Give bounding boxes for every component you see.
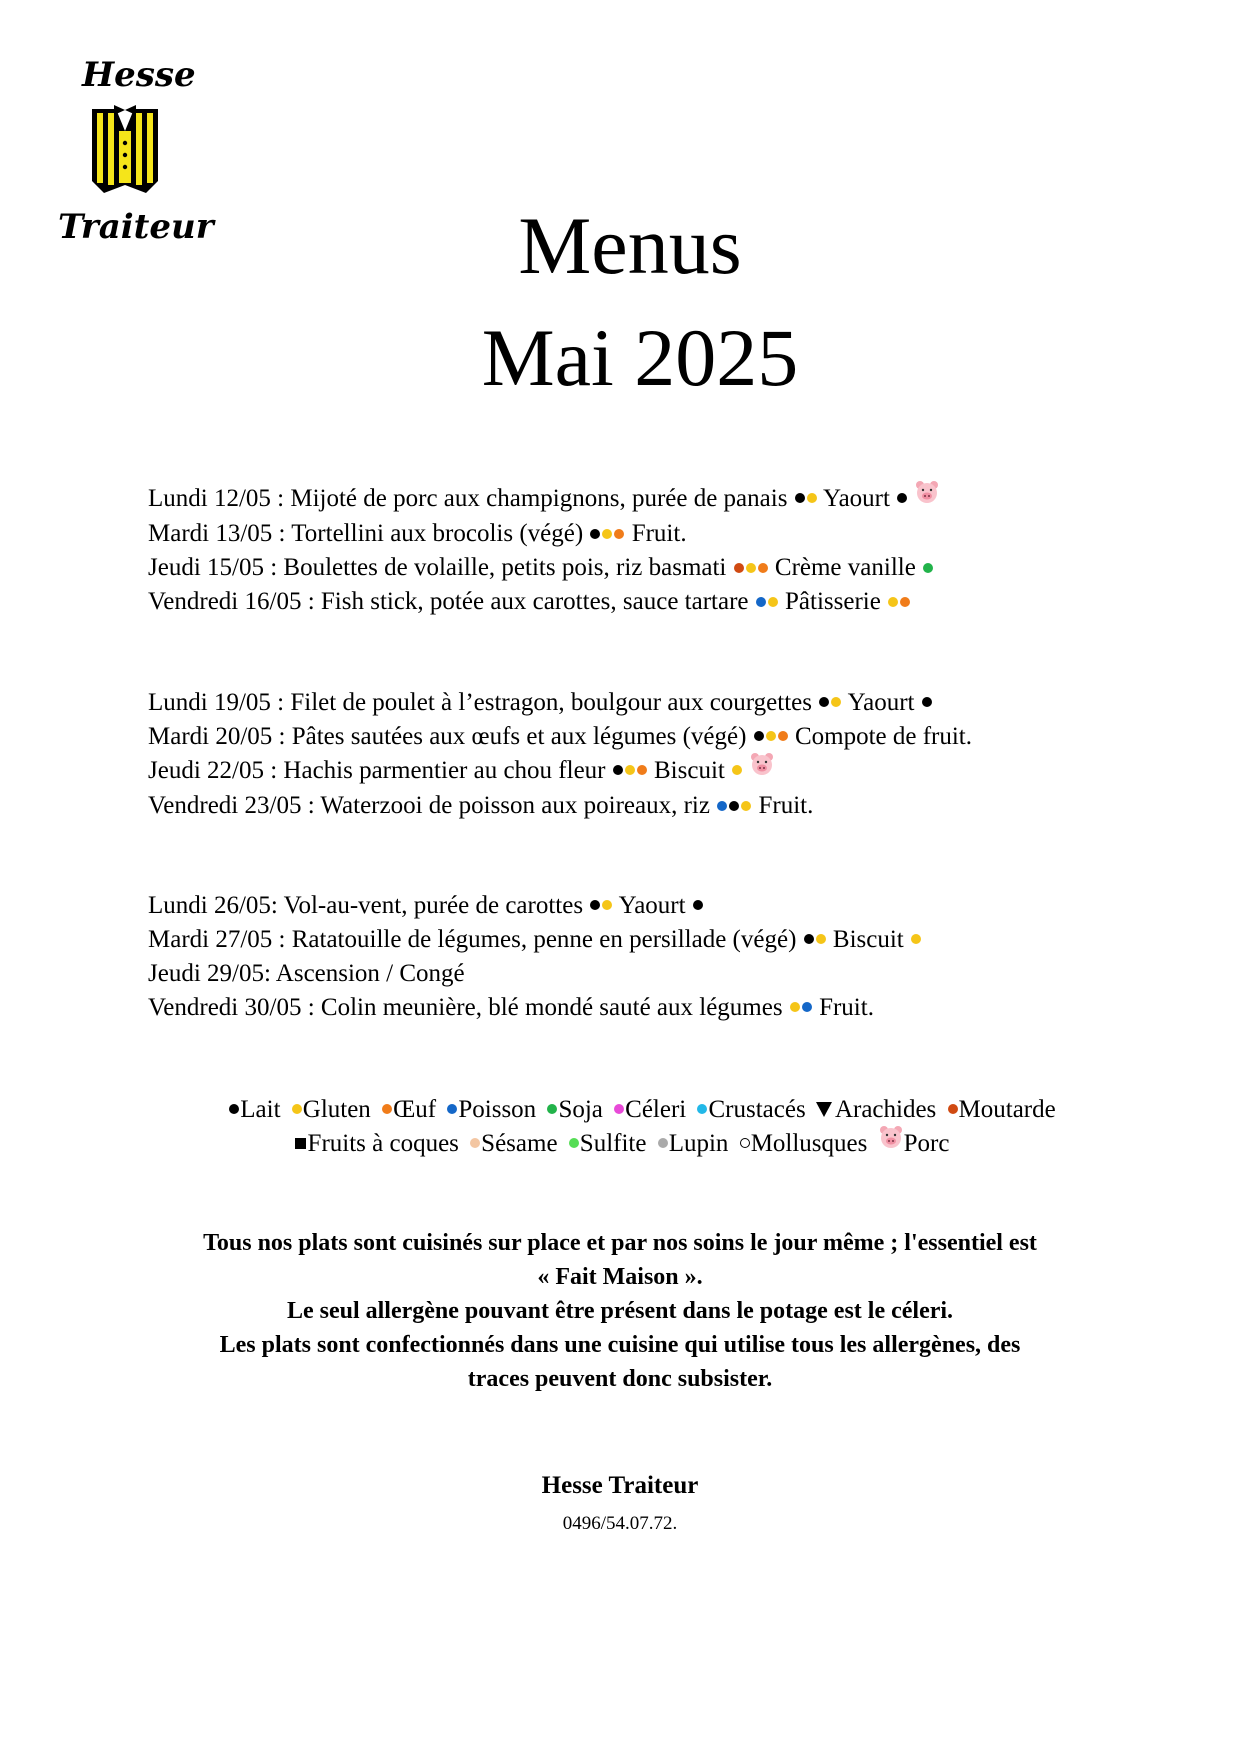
menu-day-dish: Jeudi 29/05: Ascension / Congé	[148, 960, 465, 987]
gluten-allergen-dot-icon	[766, 731, 776, 741]
allergen-legend-row-1	[22, 1093, 1240, 1127]
menu-day-dish: Mardi 13/05 : Tortellini aux brocolis (végé)	[148, 520, 584, 548]
legend-lupin: Lupin	[657, 1130, 729, 1157]
menu-day-dish: Mardi 27/05 : Ratatouille de légumes, penne en persillade (végé)	[148, 926, 797, 953]
menu-day-dessert: Pâtisserie	[785, 588, 881, 616]
menu-day-line	[148, 482, 1148, 517]
gluten-allergen-dot-icon	[746, 563, 756, 573]
moutarde-allergen-dot-icon	[734, 563, 744, 573]
menu-day-line	[148, 754, 1148, 789]
legend-fruits-coques: Fruits à coques	[295, 1130, 459, 1157]
menu-day-dish: Jeudi 15/05 : Boulettes de volaille, petits pois, riz basmati	[148, 554, 727, 582]
gluten-dot-icon	[292, 1104, 302, 1114]
lait-allergen-dot-icon	[795, 493, 805, 503]
gluten-allergen-dot-icon	[831, 697, 841, 707]
oeuf-allergen-dot-icon	[637, 765, 647, 775]
week-3	[148, 889, 1148, 1025]
menu-day-line	[148, 720, 1148, 754]
pig-icon	[914, 480, 940, 514]
mollusques-circle-icon	[740, 1138, 750, 1148]
menu-day-dish: Lundi 12/05 : Mijoté de porc aux champignons, purée de panais	[148, 485, 788, 512]
notice-line-2: « Fait Maison ».	[537, 1264, 703, 1290]
menu-day-line	[148, 789, 1148, 823]
gluten-allergen-dot-icon	[807, 493, 817, 503]
menu-day-dessert: Crème vanille	[774, 554, 916, 582]
gluten-allergen-dot-icon	[768, 597, 778, 607]
oeuf-allergen-dot-icon	[778, 731, 788, 741]
notice-line-1: Tous nos plats sont cuisinés sur place et par nos soins le jour même ; l'essentiel est	[203, 1230, 1037, 1256]
lait-allergen-dot-icon	[729, 801, 739, 811]
logo-text-top: Hesse	[82, 55, 196, 95]
legend-sulfite: Sulfite	[568, 1130, 647, 1157]
oeuf-allergen-dot-icon	[758, 563, 768, 573]
lait-allergen-dot-icon	[804, 934, 814, 944]
lupin-dot-icon	[658, 1138, 668, 1148]
menu-day-dessert: Biscuit	[654, 757, 725, 784]
legend-crustaces: Crustacés	[696, 1096, 805, 1123]
lait-allergen-dot-icon	[819, 697, 829, 707]
legend-gluten: Gluten	[291, 1096, 371, 1123]
menu-day-dish: Jeudi 22/05 : Hachis parmentier au chou fleur	[148, 757, 606, 784]
legend-lait: Lait	[228, 1096, 280, 1123]
lait-allergen-dot-icon	[897, 493, 907, 503]
legend-celeri: Céleri	[613, 1096, 686, 1123]
lait-allergen-dot-icon	[590, 529, 600, 539]
sesame-dot-icon	[470, 1138, 480, 1148]
company-name: Hesse Traiteur	[541, 1472, 699, 1499]
pig-icon	[749, 752, 775, 786]
menu-day-line	[148, 686, 1148, 720]
gluten-allergen-dot-icon	[732, 765, 742, 775]
menu-day-dish: Lundi 19/05 : Filet de poulet à l’estragon, boulgour aux courgettes	[148, 689, 812, 716]
legend-soja: Soja	[546, 1096, 602, 1123]
fruits-coques-square-icon	[295, 1138, 306, 1149]
menu-day-dish: Mardi 20/05 : Pâtes sautées aux œufs et aux légumes (végé)	[148, 723, 747, 750]
gluten-allergen-dot-icon	[888, 597, 898, 607]
menu-day-dessert: Fruit.	[819, 994, 874, 1021]
allergen-legend-row-2	[2, 1127, 1240, 1162]
gluten-allergen-dot-icon	[911, 934, 921, 944]
sulfite-dot-icon	[569, 1138, 579, 1148]
lait-allergen-dot-icon	[613, 765, 623, 775]
soja-allergen-dot-icon	[923, 563, 933, 573]
notice-line-4: Les plats sont confectionnés dans une cuisine qui utilise tous les allergènes, des	[219, 1332, 1021, 1358]
moutarde-dot-icon	[948, 1104, 958, 1114]
homemade-notice	[130, 1226, 1110, 1396]
lait-allergen-dot-icon	[754, 731, 764, 741]
menu-day-dessert: Fruit.	[631, 520, 687, 548]
waistcoat-icon	[86, 101, 164, 193]
menu-day-line	[148, 889, 1148, 923]
crustaces-dot-icon	[697, 1104, 707, 1114]
celeri-dot-icon	[614, 1104, 624, 1114]
lait-dot-icon	[229, 1104, 239, 1114]
oeuf-allergen-dot-icon	[614, 529, 624, 539]
legend-oeuf: Œuf	[381, 1096, 436, 1123]
gluten-allergen-dot-icon	[790, 1002, 800, 1012]
arachides-triangle-icon	[816, 1102, 832, 1117]
legend-mollusques: Mollusques	[739, 1130, 868, 1157]
oeuf-allergen-dot-icon	[900, 597, 910, 607]
menu-day-dish: Vendredi 23/05 : Waterzooi de poisson aux poireaux, riz	[148, 792, 710, 820]
notice-line-3: Le seul allergène pouvant être présent dans le potage est le céleri.	[286, 1298, 954, 1324]
gluten-allergen-dot-icon	[741, 801, 751, 811]
menu-day-dessert: Fruit.	[758, 792, 814, 820]
menu-day-dessert: Biscuit	[832, 926, 904, 953]
legend-arachides: Arachides	[816, 1096, 936, 1123]
poisson-allergen-dot-icon	[756, 597, 766, 607]
poisson-dot-icon	[447, 1104, 457, 1114]
menu-day-line	[148, 551, 1148, 585]
gluten-allergen-dot-icon	[816, 934, 826, 944]
menu-day-line	[148, 517, 1148, 551]
menu-day-line	[148, 957, 1148, 991]
poisson-allergen-dot-icon	[717, 801, 727, 811]
legend-poisson: Poisson	[446, 1096, 536, 1123]
page-title: Menus	[518, 200, 742, 291]
week-2	[148, 686, 1148, 823]
legend-sesame: Sésame	[469, 1130, 557, 1157]
menu-day-dish: Vendredi 30/05 : Colin meunière, blé mondé sauté aux légumes	[148, 994, 783, 1021]
phone-number[interactable]: 0496/54.07.72.	[562, 1513, 678, 1534]
gluten-allergen-dot-icon	[602, 900, 612, 910]
oeuf-dot-icon	[382, 1104, 392, 1114]
legend-moutarde: Moutarde	[947, 1096, 1056, 1123]
gluten-allergen-dot-icon	[625, 765, 635, 775]
menu-day-line	[148, 991, 1148, 1025]
lait-allergen-dot-icon	[693, 900, 703, 910]
notice-line-5: traces peuvent donc subsister.	[467, 1366, 773, 1392]
poisson-allergen-dot-icon	[802, 1002, 812, 1012]
menu-day-dessert: Compote de fruit.	[794, 723, 973, 750]
week-1	[148, 482, 1148, 619]
lait-allergen-dot-icon	[590, 900, 600, 910]
menu-day-line	[148, 585, 1148, 619]
menu-day-dish: Vendredi 16/05 : Fish stick, potée aux carottes, sauce tartare	[148, 588, 749, 616]
menu-day-dish: Lundi 26/05: Vol-au-vent, purée de carottes	[148, 892, 584, 919]
menu-day-dessert: Yaourt	[618, 892, 686, 919]
lait-allergen-dot-icon	[922, 697, 932, 707]
soja-dot-icon	[547, 1104, 557, 1114]
gluten-allergen-dot-icon	[602, 529, 612, 539]
menu-day-dessert: Yaourt	[847, 689, 915, 716]
menu-day-line	[148, 923, 1148, 957]
pig-icon	[878, 1125, 904, 1159]
menu-day-dessert: Yaourt	[823, 485, 890, 512]
legend-porc: Porc	[878, 1130, 950, 1157]
page-subtitle: Mai 2025	[481, 312, 799, 403]
logo-text-bottom: Traiteur	[58, 207, 214, 247]
